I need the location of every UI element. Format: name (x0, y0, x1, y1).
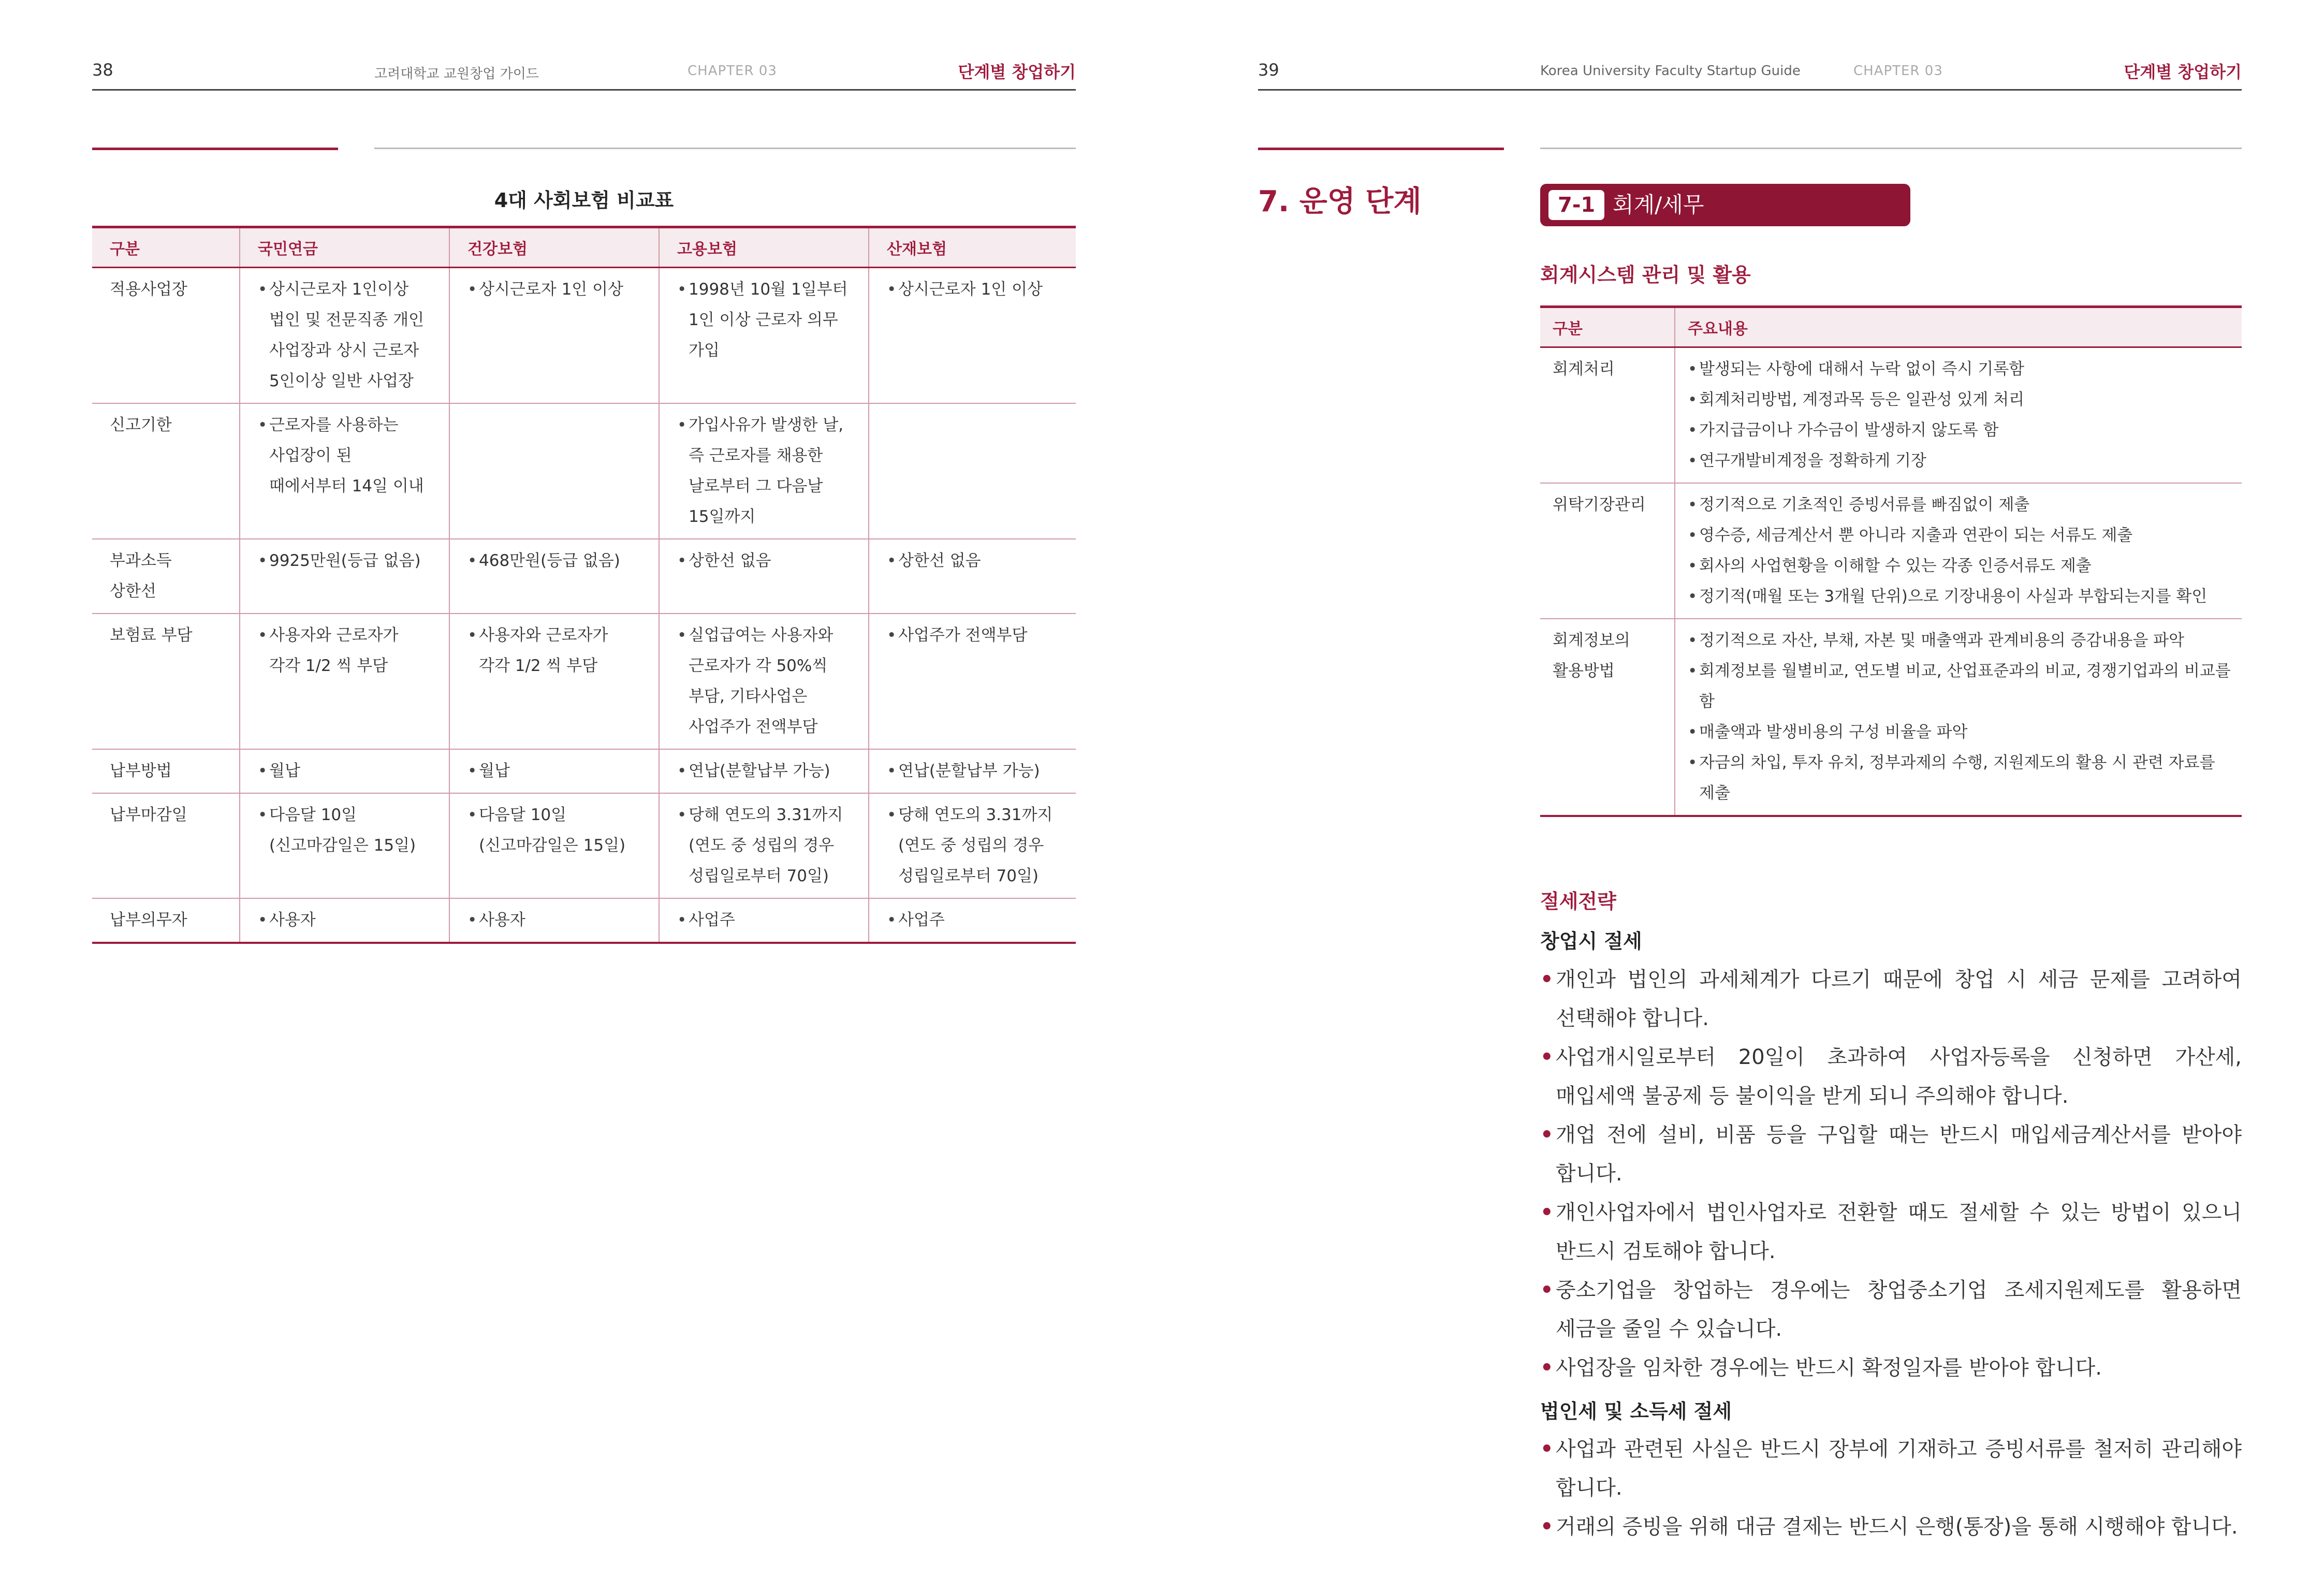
column-header: 주요내용 (1675, 307, 2242, 347)
table-header-row (1540, 307, 2242, 347)
row-label: 위탁기장관리 (1553, 495, 1646, 514)
row-label: 부과소득 상한선 (110, 551, 172, 601)
subsection-label: 회계/세무 (1613, 192, 1704, 217)
row-label: 적용사업장 (110, 280, 187, 299)
row-label: 납부마감일 (110, 806, 187, 824)
startup-tax-heading: 창업시 절세 (1540, 930, 1642, 953)
table-cell: • 상한선 없음 (887, 546, 1070, 576)
header-title: 고려대학교 교원창업 가이드 (374, 66, 539, 82)
list-item: • 정기적으로 기초적인 증빙서류를 빠짐없이 제출 (1688, 490, 2235, 520)
page-number: 39 (1258, 60, 1279, 80)
divider-accent (1258, 148, 1504, 150)
table-cell: • 9925만원(등급 없음) (258, 546, 443, 576)
list-item: • 사업장을 임차한 경우에는 반드시 확정일자를 받아야 합니다. (1540, 1349, 2242, 1388)
table-row (92, 749, 1076, 793)
list-item: • 정기적(매월 또는 3개월 단위)으로 기장내용이 사실과 부합되는지를 확인 (1688, 581, 2235, 612)
table-cell: • 다음달 10일 (신고마감일은 15일) (258, 800, 443, 861)
right-page (1258, 0, 2242, 1590)
table-row (1540, 483, 2242, 619)
list-item: • 연구개발비계정을 정확하게 기장 (1688, 446, 2235, 476)
table-cell: • 1998년 10월 1일부터 1인 이상 근로자 의무 가입 (677, 274, 862, 366)
list-item: • 개인사업자에서 법인사업자로 전환할 때도 절세할 수 있는 방법이 있으니 반드시 검토해야 합니다. (1540, 1193, 2242, 1271)
list-item: • 회사의 사업현황을 이해할 수 있는 각종 인증서류도 제출 (1688, 551, 2235, 581)
accounting-table (1540, 305, 2242, 817)
table-cell: • 상시근로자 1인 이상 (467, 274, 652, 305)
column-header: 구분 (1540, 307, 1675, 347)
table-row (92, 898, 1076, 943)
table-cell: • 월납 (258, 756, 443, 786)
empty-cell (449, 403, 659, 539)
list-item: • 가지급금이나 가수금이 발생하지 않도록 함 (1688, 415, 2235, 446)
table-title: 4대 사회보험 비교표 (494, 189, 674, 212)
table-cell: • 실업급여는 사용자와 근로자가 각 50%씩 부담, 기타사업은 사업주가 전액부담 (677, 620, 862, 742)
row-label: 납부방법 (110, 762, 172, 780)
header-title: Korea University Faculty Startup Guide (1540, 63, 1801, 79)
table-row (1540, 619, 2242, 816)
list-item: • 사업과 관련된 사실은 반드시 장부에 기재하고 증빙서류를 철저히 관리해야 합니다. (1540, 1430, 2242, 1508)
table-cell: • 사업주 (887, 905, 1070, 936)
table-cell: • 연납(분할납부 가능) (677, 756, 862, 786)
table-cell: • 사용자와 근로자가 각각 1/2 씩 부담 (467, 620, 652, 681)
table-row (92, 268, 1076, 404)
table-cell: • 사용자 (467, 905, 652, 936)
table-cell: • 468만원(등급 없음) (467, 546, 652, 576)
list-item: • 회계정보를 월별비교, 연도별 비교, 산업표준과의 비교, 경쟁기업과의 비교를 함 (1688, 656, 2235, 717)
header-section: 단계별 창업하기 (958, 62, 1076, 82)
table-row (92, 539, 1076, 614)
insurance-comparison-table (92, 226, 1076, 944)
table-cell: • 월납 (467, 756, 652, 786)
table-cell: • 다음달 10일 (신고마감일은 15일) (467, 800, 652, 861)
table-cell: • 상시근로자 1인 이상 (887, 274, 1070, 305)
list-item: • 거래의 증빙을 위해 대금 결제는 반드시 은행(통장)을 통해 시행해야 합니다. (1540, 1508, 2242, 1547)
left-page (92, 0, 1076, 1590)
row-label: 납부의무자 (110, 911, 187, 929)
table-row (92, 403, 1076, 539)
list-item: • 정기적으로 자산, 부채, 자본 및 매출액과 관계비용의 증감내용을 파악 (1688, 625, 2235, 656)
list-item: • 발생되는 사항에 대해서 누락 없이 즉시 기록함 (1688, 354, 2235, 385)
column-header: 고용보험 (659, 227, 869, 268)
divider-accent (92, 148, 338, 150)
list-item: • 개업 전에 설비, 비품 등을 구입할 때는 반드시 매입세금계산서를 받아야 합니다. (1540, 1116, 2242, 1193)
header-chapter: CHAPTER 03 (688, 63, 777, 79)
subsection-badge (1540, 184, 1910, 226)
row-label: 신고기한 (110, 416, 172, 434)
running-header (92, 58, 1076, 91)
table-row (1540, 347, 2242, 484)
table-cell: • 당해 연도의 3.31까지 (연도 중 성립의 경우 성립일로부터 70일) (677, 800, 862, 892)
corporate-tax-heading: 법인세 및 소득세 절세 (1540, 1400, 1732, 1423)
startup-tax-list (1540, 960, 2242, 1388)
divider-rule (374, 148, 1076, 149)
page-number: 38 (92, 60, 113, 80)
table-cell: • 사용자 (258, 905, 443, 936)
header-section: 단계별 창업하기 (2124, 62, 2242, 82)
column-header: 국민연금 (240, 227, 449, 268)
table-cell: • 사용자와 근로자가 각각 1/2 씩 부담 (258, 620, 443, 681)
row-label: 회계정보의 활용방법 (1553, 631, 1630, 680)
empty-cell (869, 403, 1076, 539)
table-cell: • 사업주가 전액부담 (887, 620, 1070, 651)
running-header (1258, 58, 2242, 91)
table-cell: • 연납(분할납부 가능) (887, 756, 1070, 786)
list-item: • 사업개시일로부터 20일이 초과하여 사업자등록을 신청하면 가산세, 매입세액 불공제 등 불이익을 받게 되니 주의해야 합니다. (1540, 1038, 2242, 1116)
header-chapter: CHAPTER 03 (1853, 63, 1943, 79)
list-item: • 영수증, 세금계산서 뿐 아니라 지출과 연관이 되는 서류도 제출 (1688, 520, 2235, 551)
subsection-number: 7-1 (1548, 190, 1604, 220)
row-label: 보험료 부담 (110, 626, 193, 645)
table-header-row (92, 227, 1076, 268)
list-item: • 중소기업을 창업하는 경우에는 창업중소기업 조세지원제도를 활용하면 세금을 줄일 수 있습니다. (1540, 1271, 2242, 1349)
column-header: 구분 (92, 227, 240, 268)
table-cell: • 상한선 없음 (677, 546, 862, 576)
column-header: 건강보험 (449, 227, 659, 268)
list-item: • 매출액과 발생비용의 구성 비율을 파악 (1688, 717, 2235, 748)
table-row (92, 793, 1076, 898)
list-item: • 개인과 법인의 과세체계가 다르기 때문에 창업 시 세금 문제를 고려하여 선택해야 합니다. (1540, 960, 2242, 1038)
row-label: 회계처리 (1553, 360, 1615, 378)
corporate-tax-list (1540, 1430, 2242, 1547)
list-item: • 자금의 차입, 투자 유치, 정부과제의 수행, 지원제도의 활용 시 관련 자료를 제출 (1688, 748, 2235, 809)
list-item: • 회계처리방법, 계정과목 등은 일관성 있게 처리 (1688, 385, 2235, 415)
divider-rule (1540, 148, 2242, 149)
column-header: 산재보험 (869, 227, 1076, 268)
section-title: 7. 운영 단계 (1258, 185, 1422, 218)
table-cell: • 상시근로자 1인이상 법인 및 전문직종 개인 사업장과 상시 근로자 5인이상 일반 사업장 (258, 274, 443, 397)
accounting-heading: 회계시스템 관리 및 활용 (1540, 264, 1751, 286)
table-cell: • 사업주 (677, 905, 862, 936)
tax-strategy-heading: 절세전략 (1540, 890, 1616, 913)
table-cell: • 근로자를 사용하는 사업장이 된 때에서부터 14일 이내 (258, 410, 443, 502)
table-cell: • 당해 연도의 3.31까지 (연도 중 성립의 경우 성립일로부터 70일) (887, 800, 1070, 892)
table-cell: • 가입사유가 발생한 날, 즉 근로자를 채용한 날로부터 그 다음날 15일까지 (677, 410, 862, 532)
table-row (92, 614, 1076, 749)
